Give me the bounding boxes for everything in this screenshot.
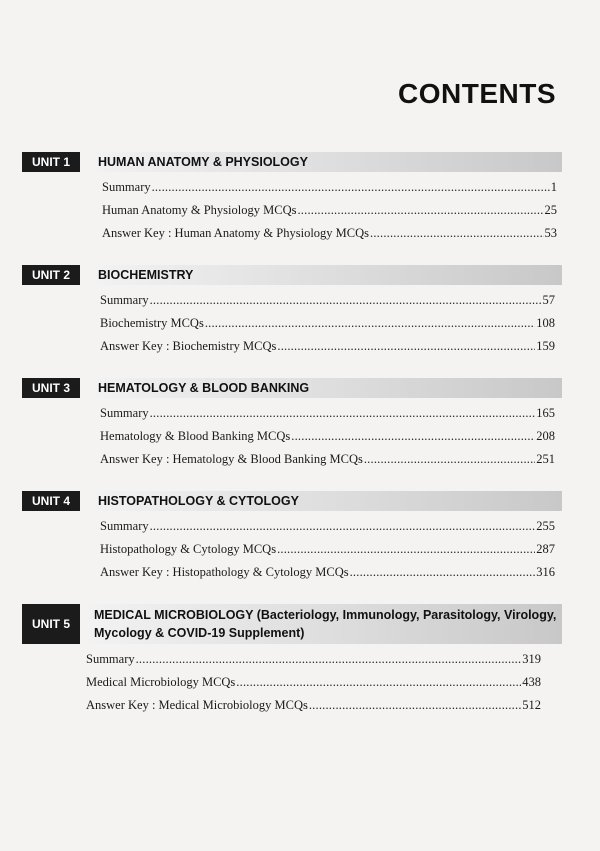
dot-leader [309,694,521,717]
dot-leader [291,425,535,448]
entry-page: 57 [542,293,555,307]
dot-leader [370,222,543,245]
entry-label: Summary [100,519,149,533]
entry-list [86,648,541,717]
entry-label: Answer Key : Histopathology & Cytology MCQs [100,565,349,579]
toc-entry[interactable] [100,561,555,584]
dot-leader [150,289,542,312]
dot-leader [350,561,536,584]
dot-leader [297,199,543,222]
entry-page: 25 [544,203,557,217]
entry-page: 108 [536,316,555,330]
entry-label: Answer Key : Human Anatomy & Physiology MCQs [102,226,370,240]
unit-title[interactable]: HUMAN ANATOMY & PHYSIOLOGY [96,152,562,172]
dot-leader [277,538,535,561]
unit-title[interactable]: BIOCHEMISTRY [96,265,562,285]
unit-badge: UNIT 5 [22,604,80,644]
entry-page: 208 [536,429,555,443]
unit-section [22,378,562,471]
toc-entry[interactable] [100,289,555,312]
toc-entry[interactable] [100,425,555,448]
entry-page: 319 [522,652,541,666]
entry-page: 255 [536,519,555,533]
unit-section [22,265,562,358]
unit-title[interactable]: MEDICAL MICROBIOLOGY (Bacteriology, Immunology, Parasitology, Virology, Mycology & COVID-19 Supplement) [90,604,562,644]
unit-section [22,152,562,245]
contents-list [22,152,562,737]
unit-badge: UNIT 3 [22,378,80,398]
entry-label: Medical Microbiology MCQs [86,675,236,689]
toc-entry[interactable] [100,538,555,561]
entry-page: 316 [536,565,555,579]
dot-leader [136,648,522,671]
entry-page: 512 [522,698,541,712]
toc-entry[interactable] [100,335,555,358]
entry-label: Biochemistry MCQs [100,316,204,330]
entry-page: 53 [544,226,557,240]
entry-label: Answer Key : Biochemistry MCQs [100,339,277,353]
toc-entry[interactable] [100,448,555,471]
entry-label: Answer Key : Medical Microbiology MCQs [86,698,308,712]
entry-page: 251 [536,452,555,466]
entry-label: Summary [102,180,151,194]
unit-header [22,152,562,172]
unit-badge: UNIT 1 [22,152,80,172]
toc-entry[interactable] [86,694,541,717]
dot-leader [150,402,536,425]
entry-page: 438 [522,675,541,689]
toc-entry[interactable] [102,199,557,222]
dot-leader [236,671,521,694]
unit-header [22,604,562,644]
toc-entry[interactable] [86,648,541,671]
entry-list [102,176,557,245]
entry-list [100,402,555,471]
toc-entry[interactable] [100,312,555,335]
toc-entry[interactable] [86,671,541,694]
entry-list [100,289,555,358]
toc-entry[interactable] [100,402,555,425]
entry-label: Answer Key : Hematology & Blood Banking MCQs [100,452,363,466]
entry-label: Summary [100,406,149,420]
entry-label: Histopathology & Cytology MCQs [100,542,277,556]
dot-leader [150,515,536,538]
dot-leader [364,448,535,471]
entry-page: 287 [536,542,555,556]
unit-badge: UNIT 4 [22,491,80,511]
unit-title[interactable]: HISTOPATHOLOGY & CYTOLOGY [96,491,562,511]
toc-entry[interactable] [102,176,557,199]
dot-leader [205,312,535,335]
dot-leader [277,335,535,358]
entry-label: Human Anatomy & Physiology MCQs [102,203,297,217]
unit-section [22,491,562,584]
page-title: CONTENTS [398,78,556,109]
toc-entry[interactable] [102,222,557,245]
entry-label: Summary [86,652,135,666]
entry-page: 159 [536,339,555,353]
dot-leader [152,176,550,199]
unit-header [22,265,562,285]
entry-list [100,515,555,584]
unit-header [22,378,562,398]
entry-label: Summary [100,293,149,307]
unit-header [22,491,562,511]
toc-entry[interactable] [100,515,555,538]
entry-label: Hematology & Blood Banking MCQs [100,429,291,443]
entry-page: 1 [550,180,557,194]
unit-title[interactable]: HEMATOLOGY & BLOOD BANKING [96,378,562,398]
entry-page: 165 [536,406,555,420]
unit-badge: UNIT 2 [22,265,80,285]
unit-section [22,604,562,717]
